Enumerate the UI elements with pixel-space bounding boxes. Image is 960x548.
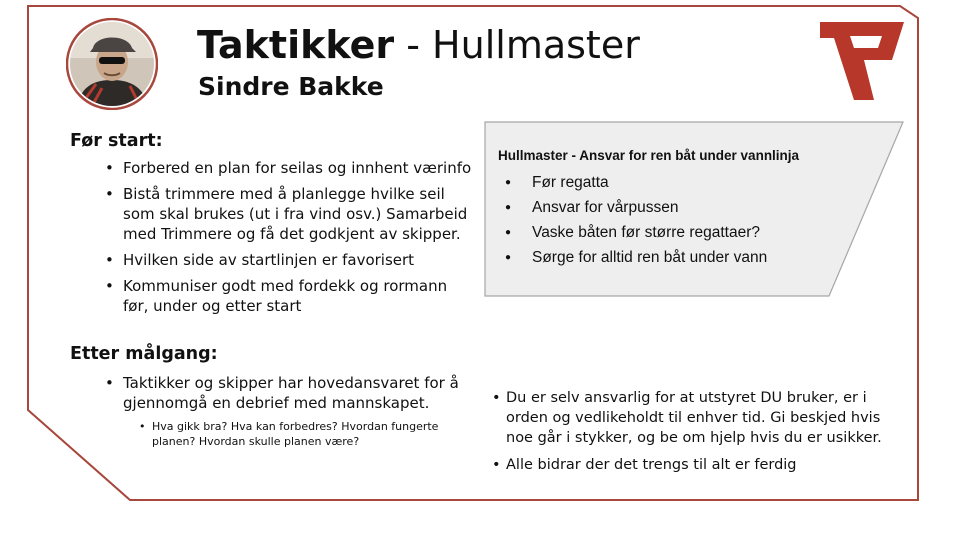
before-start-heading: Før start: — [70, 131, 163, 151]
subtitle: Sindre Bakke — [198, 72, 384, 101]
list-item: • Du er selv ansvarlig for at utstyret DU bruker, er i orden og vedlikeholdt til enhver tid. Gi beskjed hvis noe går i stykker, og be om hjelp hvis du er usikker. — [492, 388, 907, 448]
list-item: ● Før regatta — [498, 170, 767, 195]
list-item: • Hvilken side av startlinjen er favorisert — [101, 250, 476, 270]
title-bold: Taktikker — [197, 23, 395, 67]
before-start-list — [101, 158, 476, 322]
list-item: • Alle bidrar der det trengs til alt er ferdig — [492, 455, 907, 475]
list-item: • Kommuniser godt med fordekk og rormann før, under og etter start — [101, 276, 476, 316]
callout-title: Hullmaster - Ansvar for ren båt under vannlinja — [498, 148, 800, 163]
callout-list — [498, 170, 767, 270]
list-item: ● Sørge for alltid ren båt under vann — [498, 245, 767, 270]
list-item: ● Vaske båten før større regattaer? — [498, 220, 767, 245]
after-finish-list — [101, 373, 476, 419]
page-title — [197, 22, 640, 68]
avatar — [66, 18, 158, 110]
p-logo-icon — [820, 20, 904, 102]
list-item: • Taktikker og skipper har hovedansvaret for å gjennomgå en debrief med mannskapet. — [101, 373, 476, 413]
general-notes-list — [492, 388, 907, 482]
after-finish-heading: Etter målgang: — [70, 344, 218, 364]
list-item: ● Ansvar for vårpussen — [498, 195, 767, 220]
list-item: • Forbered en plan for seilas og innhent værinfo — [101, 158, 476, 178]
after-finish-sublist — [136, 419, 481, 449]
list-item: • Hva gikk bra? Hva kan forbedres? Hvordan fungerte planen? Hvordan skulle planen være? — [136, 419, 481, 449]
title-rest: - Hullmaster — [394, 23, 640, 67]
list-item: • Bistå trimmere med å planlegge hvilke seil som skal brukes (ut i fra vind osv.) Samarbeid med Trimmere og få det godkjent av skipper. — [101, 184, 476, 244]
